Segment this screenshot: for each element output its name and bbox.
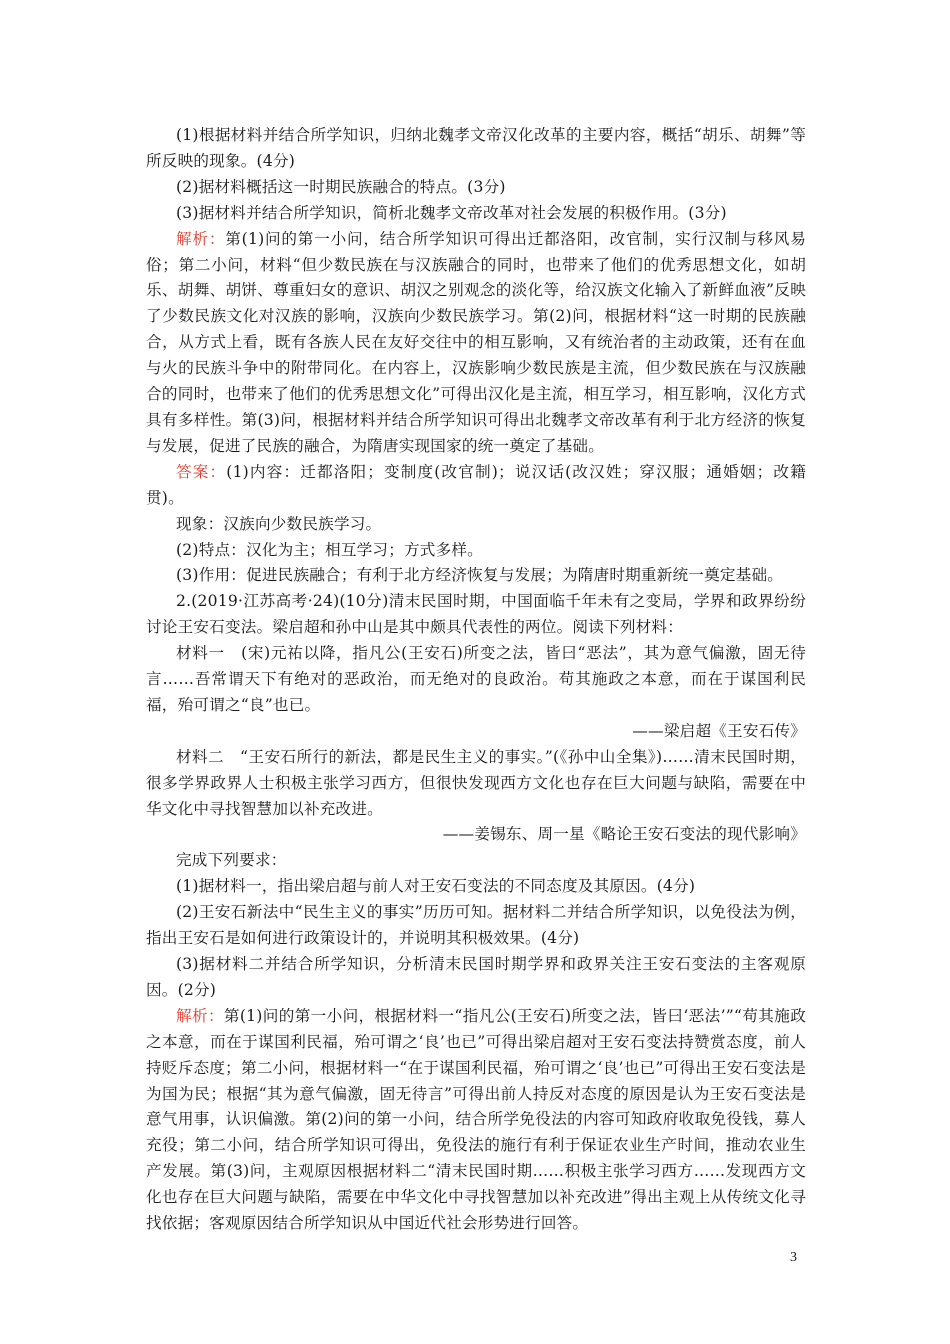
q1-analysis: [146, 227, 806, 460]
q1-answer: [146, 460, 806, 512]
answer-line-1: (1)内容：迁都洛阳；变制度(改官制)；说汉话(改汉姓；穿汉服；通婚姻；改籍贯)。: [146, 462, 806, 507]
task-prompt: 完成下列要求：: [176, 851, 287, 870]
answer-line-1b: 现象：汉族向少数民族学习。: [176, 514, 382, 533]
q2-sub1: (1)据材料一，指出梁启超与前人对王安石变法的不同态度及其原因。(4分): [176, 877, 696, 896]
material-1: 材料一 (宋)元祐以降，指凡公(王安石)所变之法，皆曰“恶法”，其为意气偏激，固无待言……吾常谓天下有绝对的恶政治，而无绝对的良政治。苟其施政之本意，而在于谋国利民福，殆可谓之“良”也已。: [146, 644, 806, 714]
answer-line-3: (3)作用：促进民族融合；有利于北方经济恢复与发展；为隋唐时期重新统一奠定基础。: [176, 566, 784, 585]
q2-analysis: [146, 1004, 806, 1237]
material-1-source: ——梁启超《王安石传》: [632, 721, 806, 740]
q2-sub3: (3)据材料二并结合所学知识，分析清末民国时期学界和政界关注王安石变法的主客观原因。(2分): [146, 955, 806, 999]
analysis-text: 第(1)问的第一小问，根据材料一“指凡公(王安石)所变之法，皆曰‘恶法’”“苟其施政之本意，而在于谋国利民福，殆可谓之‘良’也已”可得出梁启超对王安石变法持赞赏态度，前人持贬斥态度；第二小问，根据材料一“在于谋国利民福，殆可谓之‘良’也已”可得出王安石变法是为国为民；根据“其为意气偏激，固无待言”可得出前人持反对态度的原因是认为王安石变法是意气用事，认识偏激。第(2)问的第一小问，结合所学免役法的内容可知政府收取免役钱，募人充役；第二小问，结合所学知识可得出，免役法的施行有利于保证农业生产时间，推动农业生产发展。第(3)问，主观原因根据材料二“清末民国时期……积极主张学习西方……发现西方文化也存在巨大问题与缺陷，需要在中华文化中寻找智慧加以补充改进”得出主观上从传统文化寻找依据；客观原因结合所学知识从中国近代社会形势进行回答。: [146, 1006, 806, 1233]
q1-sub2: (2)据材料概括这一时期民族融合的特点。(3分): [176, 177, 506, 196]
material-2-source: ——姜锡东、周一星《略论王安石变法的现代影响》: [442, 825, 806, 844]
analysis-text: 第(1)问的第一小问，结合所学知识可得出迁都洛阳，改官制，实行汉制与移风易俗；第二小问，材料“但少数民族在与汉族融合的同时，也带来了他们的优秀思想文化，如胡乐、胡舞、胡饼、尊重妇女的意识、胡汉之别观念的淡化等，给汉族文化输入了新鲜血液”反映了少数民族文化对汉族的影响，汉族向少数民族学习。第(2)问，根据材料“这一时期的民族融合，从方式上看，既有各族人民在友好交往中的相互影响，又有统治者的主动政策，还有在血与火的民族斗争中的附带同化。在内容上，汉族影响少数民族是主流，但少数民族在与汉族融合的同时，也带来了他们的优秀思想文化”可得出汉化是主流，相互学习，相互影响，汉化方式具有多样性。第(3)问，根据材料并结合所学知识可得出北魏孝文帝改革有利于北方经济的恢复与发展，促进了民族的融合，为隋唐实现国家的统一奠定了基础。: [146, 229, 806, 455]
q2-stem: 2.(2019·江苏高考·24)(10分)清末民国时期，中国面临千年未有之变局，学界和政界纷纷讨论王安石变法。梁启超和孙中山是其中颇具代表性的两位。阅读下列材料：: [146, 592, 806, 637]
q1-sub3: (3)据材料并结合所学知识，简析北魏孝文帝改革对社会发展的积极作用。(3分): [176, 203, 727, 222]
material-2: 材料二 “王安石所行的新法，都是民生主义的事实。”(《孙中山全集》)……清末民国时期，很多学界政界人士积极主张学习西方，但很快发现西方文化也存在巨大问题与缺陷，需要在中华文化中寻找智慧加以补充改进。: [146, 747, 806, 818]
analysis-label: 解析：: [176, 229, 226, 248]
document-body: [146, 123, 806, 1237]
answer-label: 答案：: [176, 462, 227, 481]
page-number: 3: [790, 1250, 797, 1265]
q1-sub1: (1)根据材料并结合所学知识，归纳北魏孝文帝汉化改革的主要内容，概括“胡乐、胡舞”等所反映的现象。(4分): [146, 126, 806, 170]
answer-line-2: (2)特点：汉化为主；相互学习；方式多样。: [176, 540, 483, 559]
analysis-label: 解析：: [176, 1006, 224, 1025]
q2-sub2: (2)王安石新法中“民生主义的事实”历历可知。据材料二并结合所学知识，以免役法为例，指出王安石是如何进行政策设计的，并说明其积极效果。(4分): [146, 903, 806, 948]
